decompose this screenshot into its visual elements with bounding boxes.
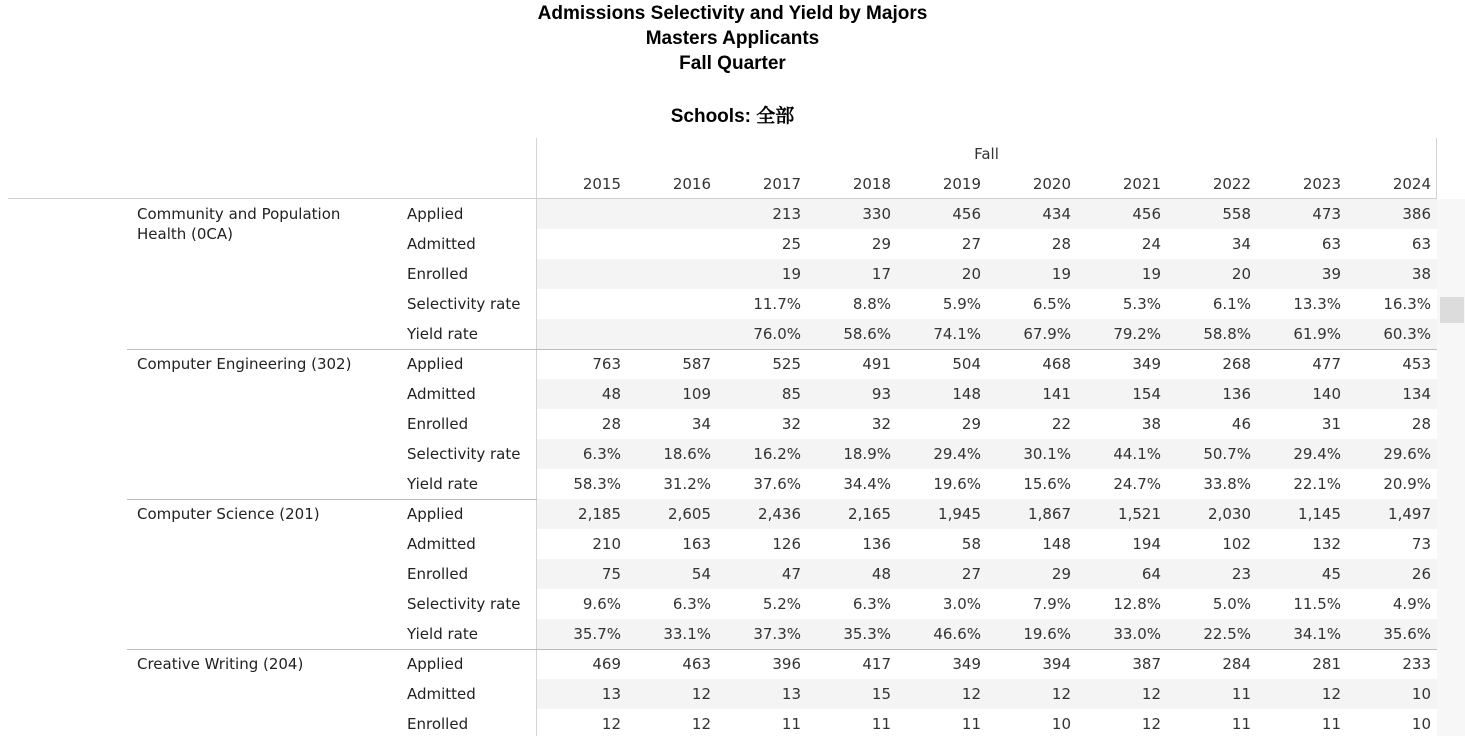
table-cell[interactable]: 28 bbox=[1051, 235, 1071, 253]
table-cell[interactable]: 63 bbox=[1321, 235, 1341, 253]
table-cell[interactable]: 33.8% bbox=[1203, 475, 1251, 493]
table-cell[interactable]: 75 bbox=[601, 565, 621, 583]
year-header-2024[interactable]: 2024 bbox=[1392, 175, 1431, 193]
table-cell[interactable]: 26 bbox=[1411, 565, 1431, 583]
table-cell[interactable]: 4.9% bbox=[1392, 595, 1431, 613]
scrollbar-thumb[interactable] bbox=[1440, 297, 1464, 323]
table-cell[interactable]: 132 bbox=[1312, 535, 1341, 553]
table-row bbox=[0, 289, 1465, 319]
table-row bbox=[0, 559, 1465, 589]
table-cell[interactable]: 1,521 bbox=[1118, 505, 1161, 523]
measure-label[interactable]: Admitted bbox=[407, 535, 476, 553]
table-row bbox=[0, 589, 1465, 619]
table-cell[interactable]: 469 bbox=[592, 655, 621, 673]
measure-label[interactable]: Yield rate bbox=[407, 475, 478, 493]
table-cell[interactable]: 6.3% bbox=[852, 595, 891, 613]
table-cell[interactable]: 60.3% bbox=[1383, 325, 1431, 343]
table-cell[interactable]: 29 bbox=[871, 235, 891, 253]
measure-label[interactable]: Selectivity rate bbox=[407, 595, 521, 613]
table-cell[interactable]: 10 bbox=[1411, 715, 1431, 733]
table-cell[interactable]: 20 bbox=[1231, 265, 1251, 283]
table-cell[interactable]: 93 bbox=[871, 385, 891, 403]
table-cell[interactable]: 456 bbox=[952, 205, 981, 223]
table-row bbox=[0, 469, 1465, 499]
table-cell[interactable]: 417 bbox=[862, 655, 891, 673]
table-row bbox=[0, 649, 1465, 679]
major-label[interactable]: Community and Population Health (0CA) bbox=[137, 205, 341, 243]
table-cell[interactable]: 28 bbox=[1411, 415, 1431, 433]
table-row bbox=[0, 439, 1465, 469]
table-cell[interactable]: 154 bbox=[1132, 385, 1161, 403]
table-cell[interactable]: 349 bbox=[1132, 355, 1161, 373]
table-row bbox=[0, 319, 1465, 349]
table-cell[interactable]: 6.1% bbox=[1212, 295, 1251, 313]
table-cell[interactable]: 2,185 bbox=[578, 505, 621, 523]
table-cell[interactable]: 281 bbox=[1312, 655, 1341, 673]
table-cell[interactable]: 29.4% bbox=[1293, 445, 1341, 463]
measure-label[interactable]: Applied bbox=[407, 655, 464, 673]
table-cell[interactable]: 453 bbox=[1402, 355, 1431, 373]
table-cell[interactable]: 33.0% bbox=[1113, 625, 1161, 643]
major-label[interactable]: Computer Engineering (302) bbox=[137, 355, 352, 373]
table-cell[interactable]: 37.6% bbox=[753, 475, 801, 493]
table-cell[interactable]: 11 bbox=[961, 715, 981, 733]
table-cell[interactable]: 64 bbox=[1141, 565, 1161, 583]
table-cell[interactable]: 15.6% bbox=[1023, 475, 1071, 493]
table-cell[interactable]: 47 bbox=[781, 565, 801, 583]
schools-filter-label[interactable]: Schools: 全部 bbox=[670, 106, 795, 127]
table-cell[interactable]: 210 bbox=[592, 535, 621, 553]
table-row bbox=[0, 349, 1465, 379]
table-row bbox=[0, 619, 1465, 649]
table-cell[interactable]: 558 bbox=[1222, 205, 1251, 223]
measure-label[interactable]: Admitted bbox=[407, 385, 476, 403]
table-cell[interactable]: 11 bbox=[781, 715, 801, 733]
table-row bbox=[0, 379, 1465, 409]
table-cell[interactable]: 468 bbox=[1042, 355, 1071, 373]
year-header-2023[interactable]: 2023 bbox=[1302, 175, 1341, 193]
table-cell[interactable]: 23 bbox=[1231, 565, 1251, 583]
measure-label[interactable]: Applied bbox=[407, 505, 464, 523]
table-cell[interactable]: 22 bbox=[1051, 415, 1071, 433]
table-cell[interactable]: 6.3% bbox=[672, 595, 711, 613]
table-cell[interactable]: 32 bbox=[871, 415, 891, 433]
table-cell[interactable]: 8.8% bbox=[852, 295, 891, 313]
table-cell[interactable]: 12.8% bbox=[1113, 595, 1161, 613]
term-column-header[interactable]: Fall bbox=[974, 145, 999, 163]
table-cell[interactable]: 35.6% bbox=[1383, 625, 1431, 643]
table-cell[interactable]: 194 bbox=[1132, 535, 1161, 553]
measure-label[interactable]: Admitted bbox=[407, 685, 476, 703]
year-header-2016[interactable]: 2016 bbox=[672, 175, 711, 193]
table-cell[interactable]: 587 bbox=[682, 355, 711, 373]
table-cell[interactable]: 396 bbox=[772, 655, 801, 673]
table-cell[interactable]: 136 bbox=[1222, 385, 1251, 403]
table-cell[interactable]: 13.3% bbox=[1293, 295, 1341, 313]
table-cell[interactable]: 12 bbox=[691, 715, 711, 733]
table-cell[interactable]: 12 bbox=[1141, 685, 1161, 703]
table-cell[interactable]: 13 bbox=[781, 685, 801, 703]
year-header-2019[interactable]: 2019 bbox=[942, 175, 981, 193]
table-cell[interactable]: 45 bbox=[1321, 565, 1341, 583]
measure-label[interactable]: Enrolled bbox=[407, 265, 469, 283]
table-cell[interactable]: 10 bbox=[1051, 715, 1071, 733]
table-cell[interactable]: 29 bbox=[1051, 565, 1071, 583]
table-cell[interactable]: 136 bbox=[862, 535, 891, 553]
table-cell[interactable]: 12 bbox=[691, 685, 711, 703]
report-term: Fall Quarter bbox=[679, 53, 786, 74]
table-cell[interactable]: 35.3% bbox=[843, 625, 891, 643]
table-cell[interactable]: 140 bbox=[1312, 385, 1341, 403]
table-row bbox=[0, 229, 1465, 259]
table-cell[interactable]: 102 bbox=[1222, 535, 1251, 553]
table-cell[interactable]: 434 bbox=[1042, 205, 1071, 223]
table-cell[interactable]: 58 bbox=[961, 535, 981, 553]
table-cell[interactable]: 148 bbox=[952, 385, 981, 403]
table-cell[interactable]: 330 bbox=[862, 205, 891, 223]
table-cell[interactable]: 387 bbox=[1132, 655, 1161, 673]
table-cell[interactable]: 284 bbox=[1222, 655, 1251, 673]
table-cell[interactable]: 525 bbox=[772, 355, 801, 373]
table-cell[interactable]: 126 bbox=[772, 535, 801, 553]
table-cell[interactable]: 6.3% bbox=[582, 445, 621, 463]
table-cell[interactable]: 48 bbox=[601, 385, 621, 403]
table-cell[interactable]: 3.0% bbox=[942, 595, 981, 613]
table-cell[interactable]: 30.1% bbox=[1023, 445, 1071, 463]
table-cell[interactable]: 54 bbox=[691, 565, 711, 583]
measure-label[interactable]: Selectivity rate bbox=[407, 295, 521, 313]
year-header-2018[interactable]: 2018 bbox=[852, 175, 891, 193]
measure-label[interactable]: Yield rate bbox=[407, 325, 478, 343]
table-cell[interactable]: 46.6% bbox=[933, 625, 981, 643]
table-cell[interactable]: 18.6% bbox=[663, 445, 711, 463]
table-cell[interactable]: 16.3% bbox=[1383, 295, 1431, 313]
table-cell[interactable]: 20 bbox=[961, 265, 981, 283]
table-cell[interactable]: 34.4% bbox=[843, 475, 891, 493]
table-cell[interactable]: 20.9% bbox=[1383, 475, 1431, 493]
year-header-2017[interactable]: 2017 bbox=[762, 175, 801, 193]
table-cell[interactable]: 12 bbox=[1051, 685, 1071, 703]
table-cell[interactable]: 46 bbox=[1231, 415, 1251, 433]
table-cell[interactable]: 11.5% bbox=[1293, 595, 1341, 613]
table-cell[interactable]: 38 bbox=[1141, 415, 1161, 433]
table-cell[interactable]: 73 bbox=[1411, 535, 1431, 553]
table-cell[interactable]: 58.8% bbox=[1203, 325, 1251, 343]
table-cell[interactable]: 67.9% bbox=[1023, 325, 1071, 343]
measure-label[interactable]: Enrolled bbox=[407, 715, 469, 733]
measure-label[interactable]: Admitted bbox=[407, 235, 476, 253]
major-label[interactable]: Creative Writing (204) bbox=[137, 655, 304, 673]
table-cell[interactable]: 38 bbox=[1411, 265, 1431, 283]
year-header-2021[interactable]: 2021 bbox=[1122, 175, 1161, 193]
table-cell[interactable]: 74.1% bbox=[933, 325, 981, 343]
table-cell[interactable]: 19.6% bbox=[933, 475, 981, 493]
table-cell[interactable]: 44.1% bbox=[1113, 445, 1161, 463]
table-cell[interactable]: 19 bbox=[1141, 265, 1161, 283]
table-cell[interactable]: 12 bbox=[1141, 715, 1161, 733]
table-row bbox=[0, 709, 1465, 739]
table-cell[interactable]: 763 bbox=[592, 355, 621, 373]
table-cell[interactable]: 386 bbox=[1402, 205, 1431, 223]
table-cell[interactable]: 12 bbox=[1321, 685, 1341, 703]
table-cell[interactable]: 79.2% bbox=[1113, 325, 1161, 343]
measure-label[interactable]: Enrolled bbox=[407, 415, 469, 433]
table-cell[interactable]: 63 bbox=[1411, 235, 1431, 253]
table-cell[interactable]: 50.7% bbox=[1203, 445, 1251, 463]
table-cell[interactable]: 22.5% bbox=[1203, 625, 1251, 643]
table-cell[interactable]: 5.2% bbox=[762, 595, 801, 613]
table-cell[interactable]: 7.9% bbox=[1032, 595, 1071, 613]
table-cell[interactable]: 463 bbox=[682, 655, 711, 673]
table-cell[interactable]: 141 bbox=[1042, 385, 1071, 403]
table-cell[interactable]: 22.1% bbox=[1293, 475, 1341, 493]
table-cell[interactable]: 2,030 bbox=[1208, 505, 1251, 523]
table-cell[interactable]: 9.6% bbox=[582, 595, 621, 613]
table-cell[interactable]: 19 bbox=[1051, 265, 1071, 283]
table-cell[interactable]: 5.3% bbox=[1122, 295, 1161, 313]
year-header-2015[interactable]: 2015 bbox=[582, 175, 621, 193]
table-cell[interactable]: 477 bbox=[1312, 355, 1341, 373]
table-cell[interactable]: 27 bbox=[961, 565, 981, 583]
table-cell[interactable]: 34 bbox=[691, 415, 711, 433]
table-cell[interactable]: 148 bbox=[1042, 535, 1071, 553]
table-cell[interactable]: 48 bbox=[871, 565, 891, 583]
table-cell[interactable]: 19 bbox=[781, 265, 801, 283]
table-cell[interactable]: 16.2% bbox=[753, 445, 801, 463]
table-cell[interactable]: 504 bbox=[952, 355, 981, 373]
table-cell[interactable]: 1,145 bbox=[1298, 505, 1341, 523]
table-cell[interactable]: 29.6% bbox=[1383, 445, 1431, 463]
table-cell[interactable]: 24.7% bbox=[1113, 475, 1161, 493]
table-cell[interactable]: 35.7% bbox=[573, 625, 621, 643]
table-cell[interactable]: 2,605 bbox=[668, 505, 711, 523]
table-cell[interactable]: 11.7% bbox=[753, 295, 801, 313]
table-cell[interactable]: 163 bbox=[682, 535, 711, 553]
report-title: Admissions Selectivity and Yield by Majors bbox=[537, 3, 928, 24]
table-cell[interactable]: 19.6% bbox=[1023, 625, 1071, 643]
table-cell[interactable]: 13 bbox=[601, 685, 621, 703]
table-cell[interactable]: 27 bbox=[961, 235, 981, 253]
measure-label[interactable]: Enrolled bbox=[407, 565, 469, 583]
table-cell[interactable]: 18.9% bbox=[843, 445, 891, 463]
table-cell[interactable]: 29.4% bbox=[933, 445, 981, 463]
table-cell[interactable]: 11 bbox=[1231, 685, 1251, 703]
table-cell[interactable]: 28 bbox=[601, 415, 621, 433]
measure-label[interactable]: Applied bbox=[407, 355, 464, 373]
table-cell[interactable]: 5.0% bbox=[1212, 595, 1251, 613]
table-cell[interactable]: 76.0% bbox=[753, 325, 801, 343]
table-cell[interactable]: 491 bbox=[862, 355, 891, 373]
table-cell[interactable]: 34 bbox=[1231, 235, 1251, 253]
table-cell[interactable]: 61.9% bbox=[1293, 325, 1341, 343]
table-cell[interactable]: 1,945 bbox=[938, 505, 981, 523]
table-cell[interactable]: 5.9% bbox=[942, 295, 981, 313]
table-cell[interactable]: 349 bbox=[952, 655, 981, 673]
measure-label[interactable]: Applied bbox=[407, 205, 464, 223]
table-cell[interactable]: 134 bbox=[1402, 385, 1431, 403]
table-cell[interactable]: 29 bbox=[961, 415, 981, 433]
table-cell[interactable]: 12 bbox=[601, 715, 621, 733]
report-subtitle: Masters Applicants bbox=[645, 28, 820, 49]
table-cell[interactable]: 2,165 bbox=[848, 505, 891, 523]
table-cell[interactable]: 34.1% bbox=[1293, 625, 1341, 643]
vertical-scrollbar[interactable] bbox=[1437, 199, 1465, 736]
table-cell[interactable]: 33.1% bbox=[663, 625, 711, 643]
table-cell[interactable]: 1,497 bbox=[1388, 505, 1431, 523]
table-cell[interactable]: 109 bbox=[682, 385, 711, 403]
table-row bbox=[0, 409, 1465, 439]
table-cell[interactable]: 473 bbox=[1312, 205, 1341, 223]
table-cell[interactable]: 10 bbox=[1411, 685, 1431, 703]
table-cell[interactable]: 2,436 bbox=[758, 505, 801, 523]
table-cell[interactable]: 1,867 bbox=[1028, 505, 1071, 523]
table-row bbox=[0, 679, 1465, 709]
table-row bbox=[0, 259, 1465, 289]
year-header-2022[interactable]: 2022 bbox=[1212, 175, 1251, 193]
table-cell[interactable]: 6.5% bbox=[1032, 295, 1071, 313]
table-row bbox=[0, 499, 1465, 529]
table-cell[interactable]: 233 bbox=[1402, 655, 1431, 673]
table-cell[interactable]: 32 bbox=[781, 415, 801, 433]
table-cell[interactable]: 11 bbox=[1231, 715, 1251, 733]
table-cell[interactable]: 39 bbox=[1321, 265, 1341, 283]
table-cell[interactable]: 11 bbox=[871, 715, 891, 733]
year-header-2020[interactable]: 2020 bbox=[1032, 175, 1071, 193]
table-cell[interactable]: 11 bbox=[1321, 715, 1341, 733]
table-row bbox=[0, 199, 1465, 243]
table-cell[interactable]: 25 bbox=[781, 235, 801, 253]
table-cell[interactable]: 456 bbox=[1132, 205, 1161, 223]
table-cell[interactable]: 58.6% bbox=[843, 325, 891, 343]
measure-label[interactable]: Yield rate bbox=[407, 625, 478, 643]
table-cell[interactable]: 394 bbox=[1042, 655, 1071, 673]
table-cell[interactable]: 213 bbox=[772, 205, 801, 223]
table-cell[interactable]: 31.2% bbox=[663, 475, 711, 493]
table-cell[interactable]: 58.3% bbox=[573, 475, 621, 493]
table-cell[interactable]: 15 bbox=[871, 685, 891, 703]
table-cell[interactable]: 17 bbox=[871, 265, 891, 283]
table-cell[interactable]: 31 bbox=[1321, 415, 1341, 433]
table-cell[interactable]: 24 bbox=[1141, 235, 1161, 253]
measure-label[interactable]: Selectivity rate bbox=[407, 445, 521, 463]
table-row bbox=[0, 529, 1465, 559]
major-label[interactable]: Computer Science (201) bbox=[137, 505, 320, 523]
table-cell[interactable]: 268 bbox=[1222, 355, 1251, 373]
table-cell[interactable]: 12 bbox=[961, 685, 981, 703]
table-cell[interactable]: 85 bbox=[781, 385, 801, 403]
table-cell[interactable]: 37.3% bbox=[753, 625, 801, 643]
